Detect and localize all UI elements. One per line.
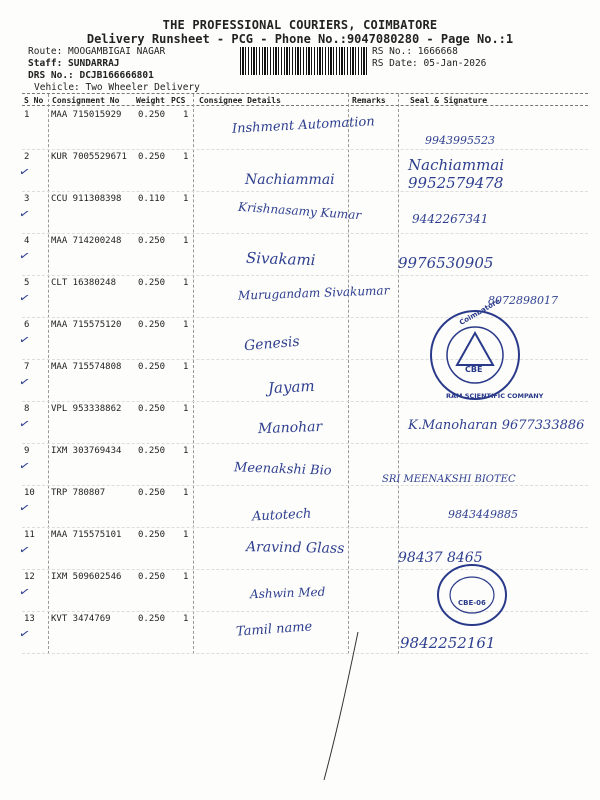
check-mark-icon: ✓ [18, 289, 31, 307]
row-consignment: CCU 911308398 [51, 194, 122, 204]
table-row [0, 528, 600, 570]
row-signature: 98437 8465 [398, 550, 483, 566]
row-sno: 1 [24, 110, 30, 120]
col-consignment: Consignment No [52, 96, 120, 105]
company-name: THE PROFESSIONAL COURIERS, COIMBATORE [162, 18, 438, 32]
row-consignment: IXM 303769434 [51, 446, 122, 456]
col-consignee: Consignee Details [199, 96, 281, 105]
check-mark-icon: ✓ [18, 163, 31, 181]
col-weight: Weight [136, 96, 165, 105]
rs-number: RS No.: 1666668 [372, 46, 458, 57]
row-signature: K.Manoharan 9677333886 [408, 418, 585, 433]
table-row [0, 570, 600, 612]
row-pcs: 1 [183, 614, 189, 624]
row-pcs: 1 [183, 404, 189, 414]
row-separator [22, 653, 588, 654]
row-pcs: 1 [183, 236, 189, 246]
row-sno: 4 [24, 236, 30, 246]
header-rule [22, 105, 588, 106]
row-weight: 0.250 [138, 488, 166, 498]
table-row [0, 444, 600, 486]
seal2-center-text: CBE-06 [458, 599, 486, 607]
row-weight: 0.250 [138, 278, 166, 288]
row-signature: 9843449885 [448, 508, 518, 521]
row-consignment: VPL 953338862 [51, 404, 122, 414]
pen-stroke [318, 630, 378, 790]
check-mark-icon: ✓ [18, 331, 31, 349]
row-consignee: Sivakami [245, 248, 316, 270]
row-consignee: Krishnasamy Kumar [237, 199, 362, 223]
check-mark-icon: ✓ [18, 205, 31, 223]
row-pcs: 1 [183, 320, 189, 330]
table-row [0, 234, 600, 276]
staff: Staff: SUNDARRAJ [28, 58, 120, 69]
row-sno: 9 [24, 446, 30, 456]
row-consignment: IXM 509602546 [51, 572, 122, 582]
row-consignment: MAA 715575101 [51, 530, 122, 540]
row-pcs: 1 [183, 194, 189, 204]
runsheet-title: Delivery Runsheet - PCG - Phone No.:9047080280 - Page No.:1 [86, 32, 514, 46]
seal-center-text: CBE [465, 365, 483, 374]
row-consignment: MAA 715015929 [51, 110, 122, 120]
row-sno: 6 [24, 320, 30, 330]
row-pcs: 1 [183, 152, 189, 162]
row-sno: 11 [24, 530, 35, 540]
table-top-rule [22, 93, 588, 94]
table-row [0, 192, 600, 234]
row-pcs: 1 [183, 278, 189, 288]
company-seal [425, 305, 525, 405]
row-consignee: Manohar [257, 418, 323, 438]
check-mark-icon: ✓ [18, 583, 31, 601]
row-consignee: Tamil name [235, 619, 313, 640]
vehicle: Vehicle: Two Wheeler Delivery [34, 82, 200, 93]
table-row [0, 612, 600, 654]
row-sno: 10 [24, 488, 35, 498]
seal-ring-text: RAM SCIENTIFIC COMPANY [446, 392, 544, 400]
check-mark-icon: ✓ [18, 625, 31, 643]
route: Route: MOOGAMBIGAI NAGAR [28, 46, 166, 57]
row-weight: 0.250 [138, 446, 166, 456]
barcode [240, 47, 368, 75]
col-pcs: PCS [171, 96, 186, 105]
check-mark-icon: ✓ [18, 415, 31, 433]
check-mark-icon: ✓ [18, 499, 31, 517]
row-signature: 9442267341 [412, 212, 489, 226]
check-mark-icon: ✓ [18, 247, 31, 265]
row-signature: SRI MEENAKSHI BIOTEC [382, 474, 516, 485]
check-mark-icon: ✓ [18, 457, 31, 475]
row-sno: 13 [24, 614, 35, 624]
row-sno: 2 [24, 152, 30, 162]
row-weight: 0.110 [138, 194, 166, 204]
row-pcs: 1 [183, 110, 189, 120]
row-consignee: Aravind Glass [245, 539, 345, 557]
row-pcs: 1 [183, 362, 189, 372]
row-weight: 0.250 [138, 572, 166, 582]
row-consignment: KVT 3474769 [51, 614, 111, 624]
row-sno: 8 [24, 404, 30, 414]
row-weight: 0.250 [138, 614, 166, 624]
row-pcs: 1 [183, 446, 189, 456]
row-signature: 9943995523 [425, 134, 495, 147]
row-weight: 0.250 [138, 320, 166, 330]
row-consignee: Nachiammai [245, 172, 335, 188]
row-consignee: Ashwin Med [249, 584, 326, 602]
rs-date: RS Date: 05-Jan-2026 [372, 58, 487, 69]
row-weight: 0.250 [138, 404, 166, 414]
row-consignment: MAA 715575120 [51, 320, 122, 330]
row-signature: Nachiammai 9952579478 [408, 156, 505, 192]
row-consignee: Jayam [267, 376, 316, 398]
row-sno: 5 [24, 278, 30, 288]
row-consignee: Inshment Automation [231, 114, 376, 137]
row-pcs: 1 [183, 488, 189, 498]
row-weight: 0.250 [138, 530, 166, 540]
row-sno: 3 [24, 194, 30, 204]
row-sno: 7 [24, 362, 30, 372]
row-pcs: 1 [183, 530, 189, 540]
col-sno: S No [24, 96, 44, 105]
row-weight: 0.250 [138, 110, 166, 120]
row-consignment: TRP 780807 [51, 488, 106, 498]
check-mark-icon: ✓ [18, 373, 31, 391]
table-row [0, 108, 600, 150]
row-signature: 9976530905 [398, 254, 494, 272]
row-signature: 9842252161 [400, 634, 496, 652]
col-remarks: Remarks [352, 96, 386, 105]
row-weight: 0.250 [138, 362, 166, 372]
row-consignment: CLT 16380248 [51, 278, 117, 288]
row-sno: 12 [24, 572, 35, 582]
row-consignee: Murugandam Sivakumar [237, 283, 390, 303]
row-consignment: KUR 7005529671 [51, 152, 127, 162]
table-row [0, 150, 600, 192]
seal-top-text: Coimbatore [458, 297, 502, 327]
drs-number: DRS No.: DCJB166666801 [28, 70, 154, 81]
row-consignment: MAA 714200248 [51, 236, 122, 246]
row-consignment: MAA 715574808 [51, 362, 122, 372]
table-row [0, 486, 600, 528]
table-row [0, 402, 600, 444]
row-signature: 8072898017 [488, 294, 558, 307]
second-seal [434, 560, 510, 630]
row-pcs: 1 [183, 572, 189, 582]
check-mark-icon: ✓ [18, 541, 31, 559]
row-consignee: Genesis [243, 333, 301, 355]
row-consignee: Meenakshi Bio [233, 460, 332, 479]
row-weight: 0.250 [138, 152, 166, 162]
row-consignee: Autotech [251, 506, 312, 525]
row-weight: 0.250 [138, 236, 166, 246]
col-seal: Seal & Signature [410, 96, 488, 105]
